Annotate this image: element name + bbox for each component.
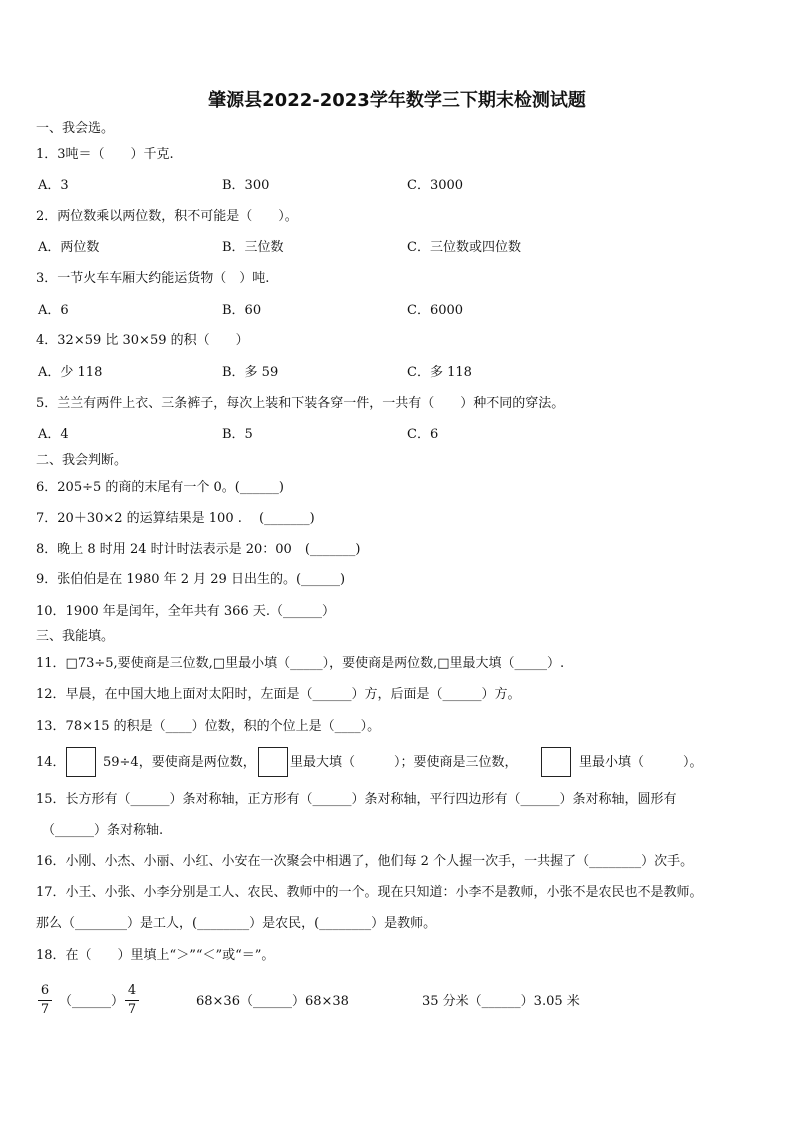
question-14-part-1: 59÷4，要使商是两位数， — [103, 755, 256, 770]
question-12: 12．早晨，在中国大地上面对太阳时，左面是（______）方，后面是（______）方。 — [36, 687, 521, 702]
q14-answer-box-3 — [541, 747, 571, 777]
q14-answer-box-2 — [258, 747, 288, 777]
q2-option-c: C．三位数或四位数 — [407, 240, 521, 255]
question-13: 13．78×15 的积是（____）位数，积的个位上是（____）。 — [36, 719, 381, 734]
fraction-1-numerator: 6 — [40, 983, 50, 998]
question-14-part-2: 里最大填（ ）；要使商是三位数， — [290, 755, 518, 770]
q1-option-b: B．300 — [222, 178, 270, 193]
q1-option-a: A．3 — [38, 178, 69, 193]
question-15-line-1: 15．长方形有（______）条对称轴，正方形有（______）条对称轴，平行四边形有（______）条对称轴，圆形有 — [36, 792, 677, 807]
q18-compare-blank-1: （______） — [59, 994, 125, 1009]
fraction-1-denominator: 7 — [40, 1002, 50, 1017]
q3-option-c: C．6000 — [407, 303, 464, 318]
question-8: 8．晚上 8 时用 24 时计时法表示是 20：00 (_______) — [36, 542, 361, 557]
question-6: 6．205÷5 的商的末尾有一个 0。(______) — [36, 480, 284, 495]
question-15-line-2: （______）条对称轴. — [42, 823, 164, 838]
q3-option-a: A．6 — [38, 303, 69, 318]
section-heading-fill: 三、我能填。 — [36, 629, 115, 644]
question-14-part-3: 里最小填（ ）。 — [579, 755, 703, 770]
section-heading-choose: 一、我会选。 — [36, 121, 115, 136]
fraction-four-sevenths — [125, 983, 139, 1018]
question-16: 16．小刚、小杰、小丽、小红、小安在一次聚会中相遇了，他们每 2 个人握一次手，一共握了（________）次手。 — [36, 854, 694, 869]
q3-option-b: B．60 — [222, 303, 262, 318]
section-heading-judge: 二、我会判断。 — [36, 453, 128, 468]
question-5: 5．兰兰有两件上衣、三条裤子，每次上装和下装各穿一件，一共有（ ）种不同的穿法。 — [36, 396, 565, 411]
q1-option-c: C．3000 — [407, 178, 464, 193]
fraction-2-numerator: 4 — [127, 983, 137, 998]
q5-option-c: C．6 — [407, 427, 439, 442]
q2-option-b: B．三位数 — [222, 240, 284, 255]
fraction-1-bar — [38, 1000, 52, 1001]
page-title: 肇源县2022-2023学年数学三下期末检测试题 — [208, 90, 586, 111]
q4-option-a: A．少 118 — [38, 365, 103, 380]
q5-option-a: A．4 — [38, 427, 69, 442]
question-9: 9．张伯伯是在 1980 年 2 月 29 日出生的。(______) — [36, 572, 346, 587]
question-7: 7．20＋30×2 的运算结果是 100 . (_______) — [36, 511, 315, 526]
question-18: 18．在（ ）里填上“＞”“＜”或“＝”。 — [36, 948, 275, 963]
question-3: 3．一节火车车厢大约能运货物（ ）吨. — [36, 271, 270, 286]
q14-answer-box-1 — [66, 747, 96, 777]
fraction-2-denominator: 7 — [127, 1002, 137, 1017]
q4-option-c: C．多 118 — [407, 365, 472, 380]
question-17-line-2: 那么（________）是工人，(________）是农民，(________）是教师。 — [36, 916, 437, 931]
question-4: 4．32×59 比 30×59 的积（ ） — [36, 333, 249, 348]
q2-option-a: A．两位数 — [38, 240, 100, 255]
question-11: 11．□73÷5,要使商是三位数,□里最小填（_____），要使商是两位数,□里最大填（_____）. — [36, 656, 565, 671]
question-1: 1．3吨＝（ ）千克. — [36, 147, 174, 162]
question-2: 2．两位数乘以两位数，积不可能是（ ）。 — [36, 209, 298, 224]
question-10: 10．1900 年是闰年，全年共有 366 天.（______） — [36, 604, 335, 619]
fraction-six-sevenths — [38, 983, 52, 1018]
question-14-number: 14． — [36, 755, 66, 770]
q5-option-b: B．5 — [222, 427, 253, 442]
q18-compare-products: 68×36（______）68×38 — [196, 994, 349, 1009]
q18-compare-lengths: 35 分米（______）3.05 米 — [422, 994, 580, 1009]
question-17-line-1: 17．小王、小张、小李分别是工人、农民、教师中的一个。现在只知道：小李不是教师，小张不是农民也不是教师。 — [36, 885, 703, 900]
fraction-2-bar — [125, 1000, 139, 1001]
q4-option-b: B．多 59 — [222, 365, 279, 380]
